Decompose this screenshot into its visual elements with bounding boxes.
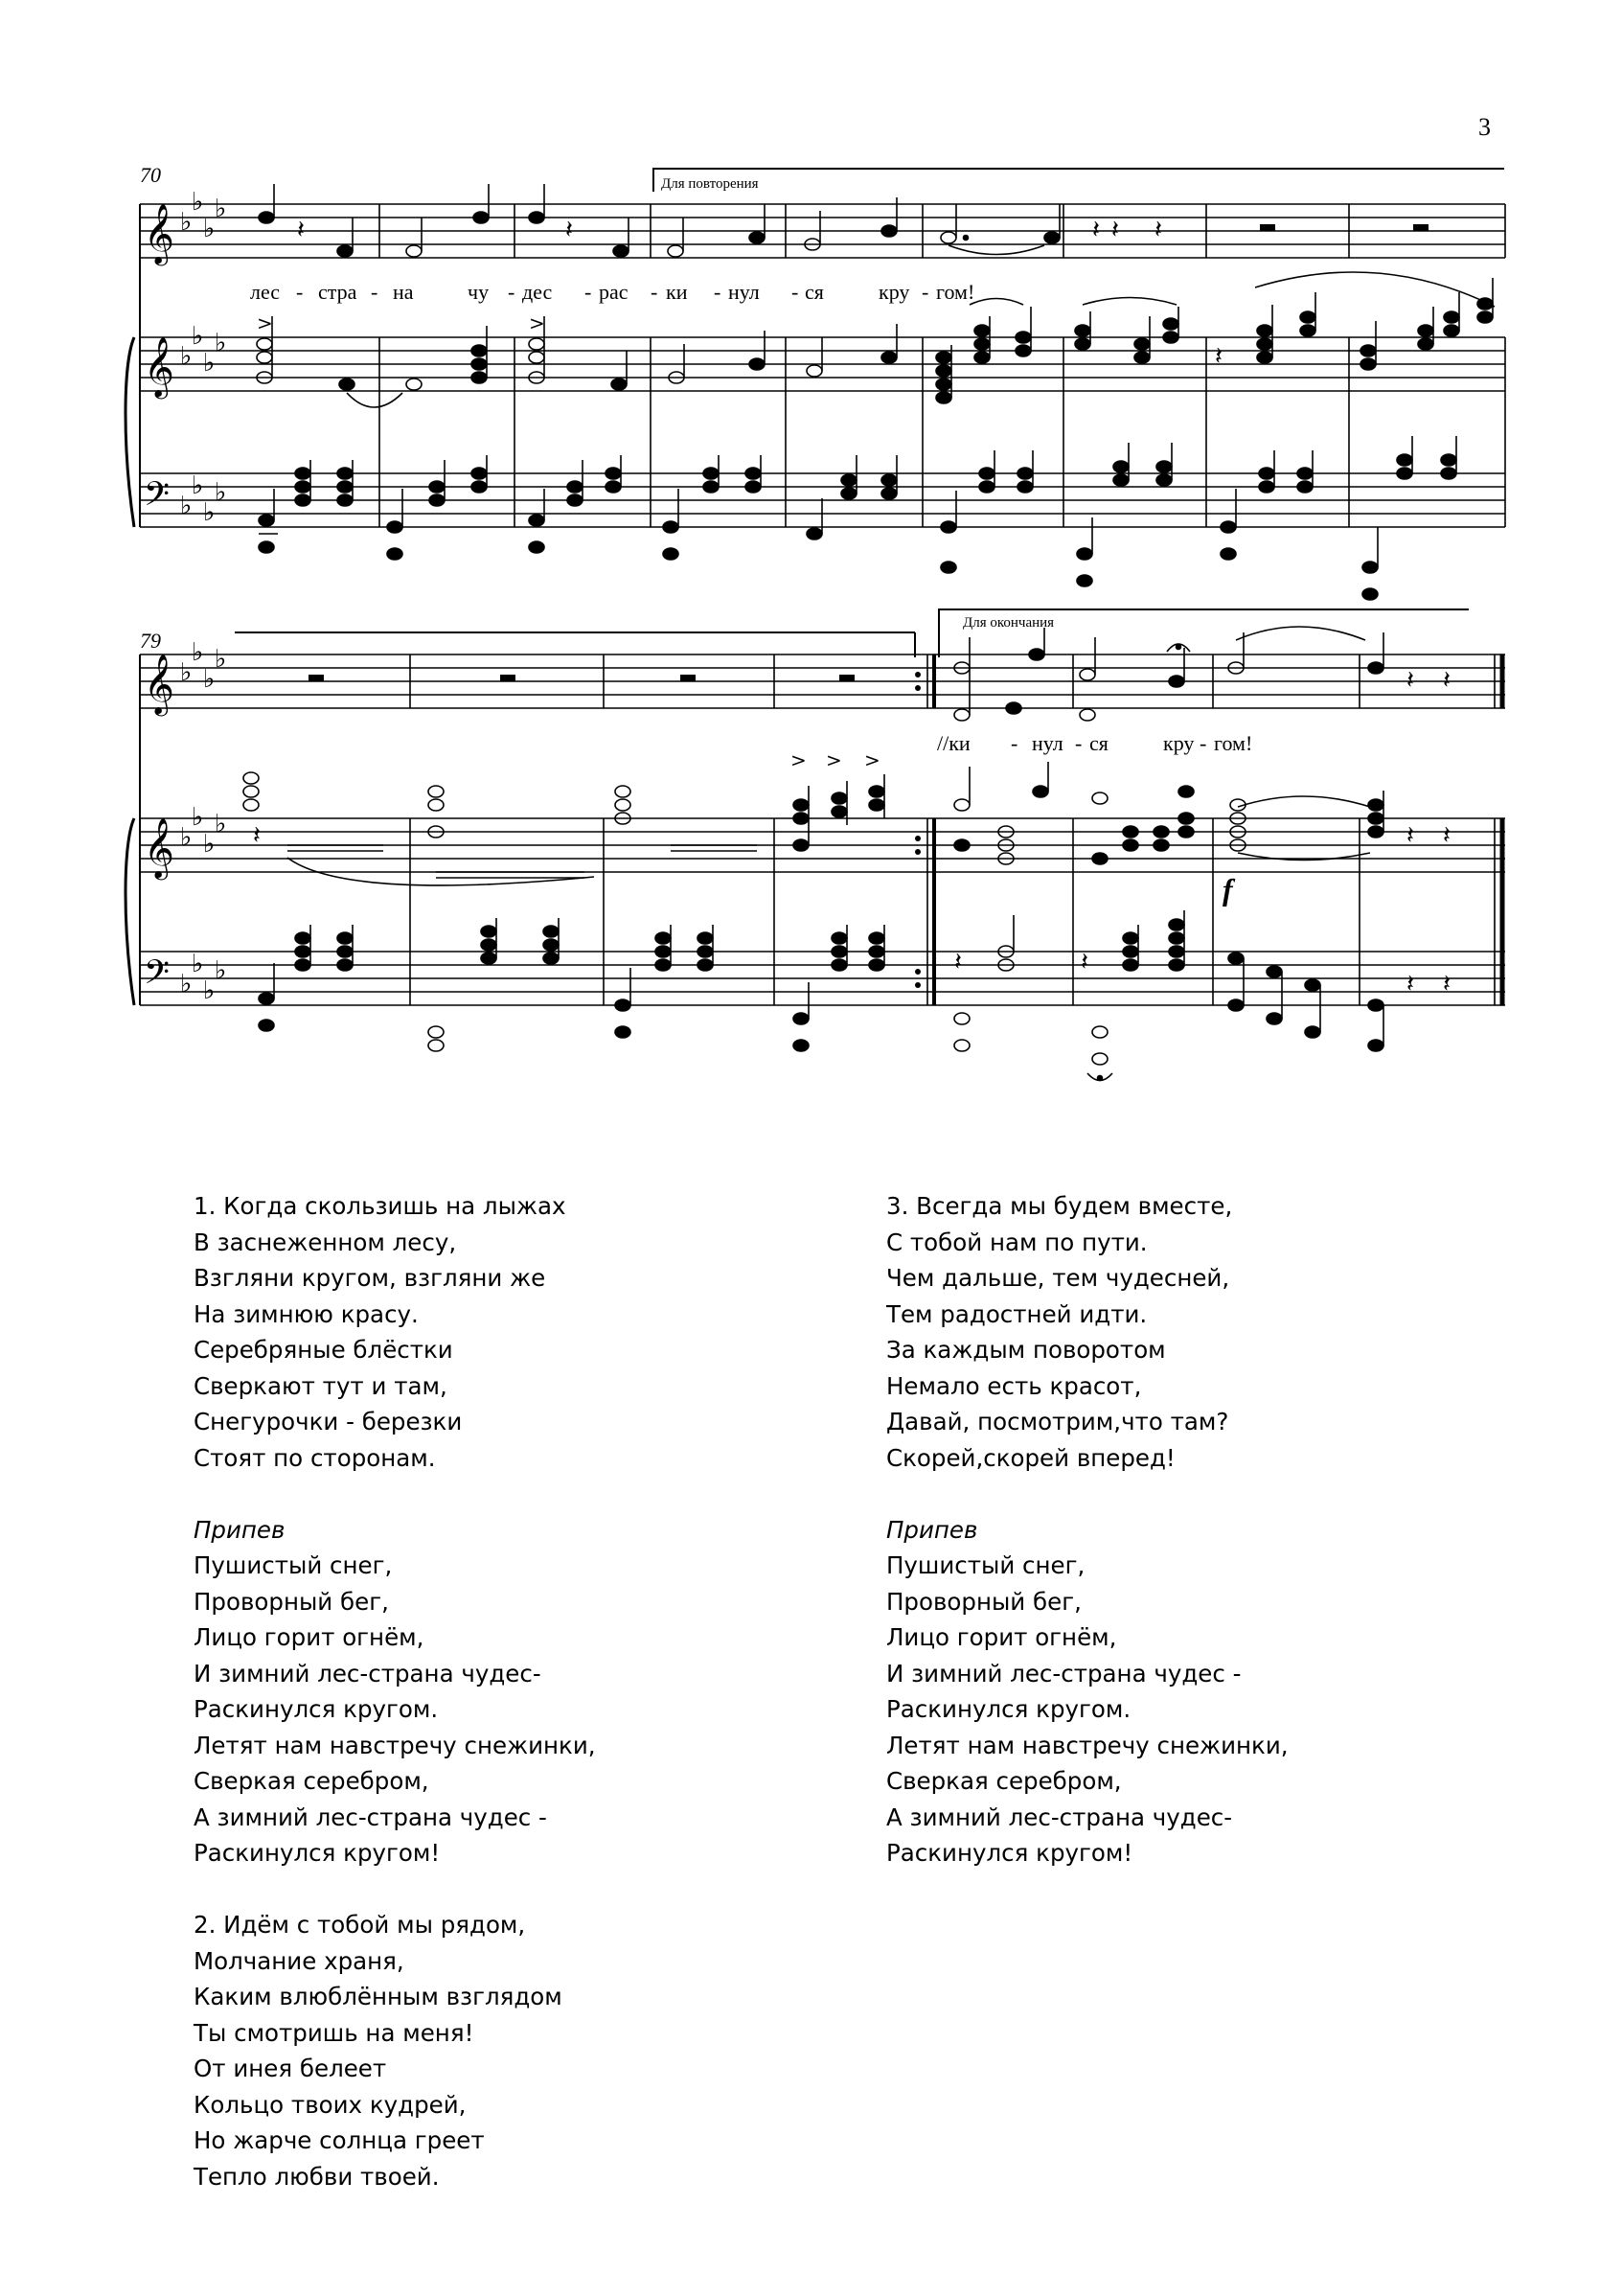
- svg-text:𝄽: 𝄽: [1111, 216, 1119, 244]
- chorus-heading: Припев: [886, 1515, 978, 1544]
- lyric-line: Скорей,скорей вперед!: [886, 1443, 1176, 1472]
- lyric-line: На зимнюю красу.: [194, 1299, 419, 1328]
- svg-text:>: >: [790, 748, 807, 771]
- treble-clef-icon: 𝄞: [144, 203, 174, 264]
- voice-notes-2: [954, 627, 1451, 721]
- lyric-line: Раскинулся кругом.: [194, 1695, 439, 1723]
- lyric-syllable: на: [393, 280, 414, 304]
- lyric-syllable: -: [371, 280, 378, 304]
- svg-text:𝄽: 𝄽: [1092, 216, 1100, 244]
- lyric-line: Давай, посмотрим,что там?: [886, 1408, 1229, 1435]
- svg-text:𝄽: 𝄽: [1443, 666, 1451, 695]
- svg-text:♭: ♭: [215, 645, 227, 674]
- lyric-line: Сверкают тут и там,: [194, 1371, 447, 1400]
- piano-treble-notes: [257, 272, 1495, 407]
- lyric-syllable: ся: [805, 280, 824, 304]
- key-signature-icon: [180, 638, 226, 1005]
- svg-text:♭: ♭: [203, 976, 216, 1005]
- lyric-line: Лицо горит огнём,: [194, 1623, 424, 1651]
- lyric-line: Тем радостней идти.: [886, 1299, 1148, 1328]
- svg-text:♭: ♭: [203, 830, 216, 859]
- lyric-line: С тобой нам по пути.: [886, 1228, 1148, 1256]
- svg-text:♭: ♭: [192, 803, 204, 832]
- svg-text:>: >: [257, 311, 273, 334]
- lyric-syllable: -: [791, 280, 799, 304]
- svg-text:𝄽: 𝄽: [1154, 216, 1162, 244]
- lyric-line: Но жарче солнца греет: [194, 2126, 485, 2154]
- lyric-line: И зимний лес-страна чудес-: [194, 1659, 541, 1688]
- lyric-line: Кольцо твоих кудрей,: [194, 2090, 467, 2119]
- svg-text:♭: ♭: [192, 638, 204, 667]
- svg-text:𝄽: 𝄽: [565, 216, 573, 244]
- lyric-syllable: ки: [666, 280, 688, 304]
- lyric-line: Чем дальше, тем чудесней,: [886, 1264, 1230, 1292]
- lyric-line: Сверкая серебром,: [194, 1767, 429, 1795]
- lyric-line: Лицо горит огнём,: [886, 1623, 1117, 1651]
- lyric-syllable: //ки: [937, 731, 971, 755]
- lyric-syllable: -: [1200, 731, 1207, 755]
- svg-text:♭: ♭: [215, 956, 227, 985]
- svg-text:𝄽: 𝄽: [1081, 948, 1088, 976]
- lyric-line: Пушистый снег,: [194, 1551, 393, 1579]
- svg-text:♭: ♭: [203, 215, 216, 243]
- lyric-line: Тепло любви твоей.: [194, 2162, 440, 2191]
- bass-clef-icon: 𝄢: [144, 474, 171, 521]
- lyric-line: Проворный бег,: [194, 1587, 389, 1616]
- volta-label-repeat: Для повторения: [661, 176, 759, 192]
- lyric-syllable: гом!: [1214, 731, 1253, 755]
- svg-text:>: >: [864, 748, 880, 771]
- lyric-syllable: -: [1011, 731, 1018, 755]
- svg-text:♭: ♭: [203, 498, 216, 527]
- svg-text:♭: ♭: [180, 658, 193, 687]
- lyric-syllable: -: [714, 280, 721, 304]
- lyric-line: Летят нам навстречу снежинки,: [194, 1731, 596, 1759]
- svg-text:𝄽: 𝄽: [253, 821, 261, 850]
- svg-text:𝄽: 𝄽: [1406, 970, 1414, 999]
- lyric-syllable: дес: [522, 280, 553, 304]
- piano-bass-notes: [259, 436, 1456, 600]
- svg-text:𝄽: 𝄽: [1215, 342, 1223, 371]
- svg-text:>: >: [826, 748, 842, 771]
- dynamic-marking: f: [1223, 872, 1233, 907]
- svg-text:♭: ♭: [180, 970, 193, 999]
- lyric-line: Молчание храня,: [194, 1946, 404, 1975]
- treble-clef-icon: 𝄞: [144, 654, 174, 714]
- lyric-syllable: рас: [599, 280, 629, 304]
- lyric-line: Взгляни кругом, взгляни же: [194, 1264, 546, 1292]
- svg-text:♭: ♭: [192, 471, 204, 500]
- lyric-line: Проворный бег,: [886, 1587, 1082, 1616]
- voice-notes: [259, 184, 1429, 257]
- svg-text:𝄽: 𝄽: [297, 216, 305, 244]
- lyric-line: За каждым поворотом: [886, 1336, 1166, 1364]
- lyric-syllable: чу: [468, 280, 490, 304]
- lyric-line: Серебряные блёстки: [194, 1336, 453, 1364]
- svg-text:♭: ♭: [192, 950, 204, 978]
- svg-text:♭: ♭: [203, 349, 216, 378]
- lyric-line: И зимний лес-страна чудес -: [886, 1659, 1242, 1688]
- lyric-line: От инея белеет: [194, 2055, 387, 2082]
- repeat-dots: [915, 672, 921, 988]
- lyric-line: Раскинулся кругом!: [886, 1839, 1133, 1867]
- svg-text:♭: ♭: [215, 478, 227, 507]
- svg-text:𝄽: 𝄽: [1406, 821, 1414, 850]
- lyric-syllable: -: [296, 280, 304, 304]
- svg-text:♭: ♭: [180, 208, 193, 237]
- lyric-line: Стоят по сторонам.: [194, 1443, 436, 1472]
- lyric-line: Ты смотришь на меня!: [194, 2018, 474, 2047]
- svg-text:♭: ♭: [215, 810, 227, 838]
- lyric-syllable: кру: [1163, 731, 1195, 755]
- page-number: 3: [1478, 113, 1491, 141]
- svg-text:♭: ♭: [180, 823, 193, 852]
- svg-text:𝄽: 𝄽: [1406, 666, 1414, 695]
- svg-text:♭: ♭: [180, 342, 193, 371]
- lyric-line: Каким влюблённым взглядом: [194, 1983, 562, 2010]
- lyric-line: Раскинулся кругом!: [194, 1839, 441, 1867]
- lyric-syllable: -: [508, 280, 515, 304]
- lyric-line: Немало есть красот,: [886, 1371, 1142, 1400]
- lyric-syllable: -: [1075, 731, 1083, 755]
- key-signature-icon: [180, 188, 226, 527]
- svg-text:♭: ♭: [192, 322, 204, 351]
- lyric-line: Снегурочки - березки: [194, 1408, 463, 1435]
- piano-treble-notes-2: [243, 748, 1451, 885]
- lyric-syllable: нул: [728, 280, 760, 304]
- svg-text:♭: ♭: [215, 329, 227, 357]
- svg-text:𝄽: 𝄽: [1443, 821, 1451, 850]
- lyric-line: 2. Идём с тобой мы рядом,: [194, 1911, 526, 1939]
- volta-label-ending: Для окончания: [963, 615, 1055, 631]
- voice-rests-2: [309, 675, 855, 681]
- chorus-heading: Припев: [194, 1515, 286, 1544]
- lyrics-column-left: [194, 1188, 596, 2194]
- lyric-line: Сверкая серебром,: [886, 1767, 1122, 1795]
- lyric-syllable: нул: [1032, 731, 1063, 755]
- lyric-line: А зимний лес-страна чудес -: [194, 1802, 547, 1831]
- svg-text:𝄽: 𝄽: [1443, 970, 1451, 999]
- treble-clef-icon: 𝄞: [144, 336, 174, 397]
- voice-staff-2: [140, 654, 1505, 708]
- piano-bass-notes-2: [259, 910, 1451, 1081]
- svg-text:♭: ♭: [192, 188, 204, 217]
- svg-text:>: >: [529, 311, 545, 334]
- measure-number: 70: [140, 163, 161, 187]
- lyric-syllable: -: [922, 280, 929, 304]
- lyric-line: Раскинулся кругом.: [886, 1695, 1132, 1723]
- lyric-syllable: ся: [1089, 731, 1109, 755]
- lyric-syllable: гом!: [936, 280, 975, 304]
- measure-number: 79: [140, 629, 161, 653]
- lyric-syllable: лес: [250, 280, 281, 304]
- svg-text:♭: ♭: [215, 195, 227, 223]
- lyrics-column-right: [886, 1188, 1289, 1871]
- bass-clef-icon: 𝄢: [144, 953, 171, 999]
- lyric-syllable: кру: [879, 280, 910, 304]
- lyric-line: Летят нам навстречу снежинки,: [886, 1731, 1289, 1759]
- lyric-line: Пушистый снег,: [886, 1551, 1086, 1579]
- treble-clef-icon: 𝄞: [144, 817, 174, 878]
- lyric-line: 3. Всегда мы будем вместе,: [886, 1192, 1233, 1220]
- lyric-syllable: -: [651, 280, 658, 304]
- lyric-syllable: стра: [318, 280, 357, 304]
- lyric-line: 1. Когда скользишь на лыжах: [194, 1192, 566, 1220]
- lyric-syllable: -: [584, 280, 592, 304]
- svg-text:𝄽: 𝄽: [954, 948, 962, 976]
- lyric-line: В заснеженном лесу,: [194, 1228, 457, 1256]
- lyric-line: А зимний лес-страна чудес-: [886, 1802, 1233, 1831]
- svg-text:♭: ♭: [203, 665, 216, 694]
- svg-text:♭: ♭: [180, 492, 193, 520]
